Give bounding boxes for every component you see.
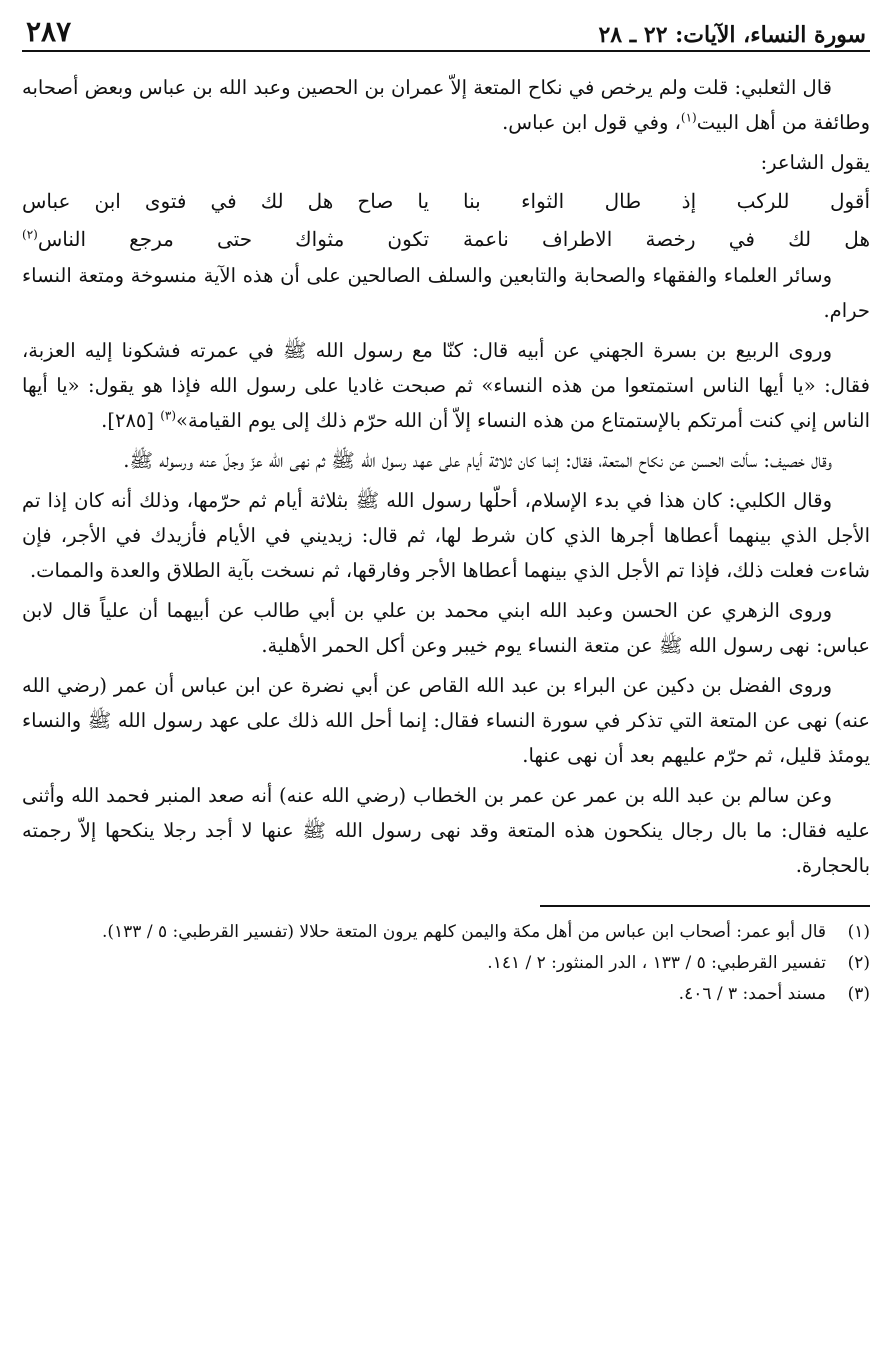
footnote-text: تفسير القرطبي: ٥ / ١٣٣ ، الدر المنثور: ٢ / ١٤١. — [487, 953, 826, 973]
paragraph-4: وقال خصيف: سألت الحسن عن نكاح المتعة، فقال: إنما كان ثلاثة أيام على عهد رسول الله ﷺ ثم نهى الله عزّ وجلّ عنه ورسوله ﷺ. — [123, 449, 832, 472]
footnote-ref-3: (٣) — [160, 408, 177, 423]
paragraph-1: قال الثعلبي: قلت ولم يرخص في نكاح المتعة إلاّ عمران بن الحصين وعبد الله بن عباس وبعض أصحابه وطائفة من أهل البيت$^{(١)}$، وفي قول ابن عباس. — [22, 76, 870, 134]
paragraph-8: وعن سالم بن عبد الله بن عمر عن عمر بن الخطاب (رضي الله عنه) أنه صعد المنبر فحمد الله وأثنى عليه فقال: ما بال رجال ينكحون هذه المتعة وقد نهى رسول الله ﷺ عنها لا أجد رجلا ينكحها إلاّ رجمته بالحجارة. — [22, 784, 870, 877]
paragraph-5: وقال الكلبي: كان هذا في بدء الإسلام، أحلّها رسول الله ﷺ بثلاثة أيام ثم حرّمها، وذلك أنه كان إذا تم الأجل الذي بينهما أعطاها أجرها الذي كان شرط لها، ثم قال: زيديني في الأيام فأزيدك في الأجر، فإن شاءت فعلت ذلك، فإذا تم الأجل الذي بينهما أعطاها الأجر وفارقها، ثم نسخت بآية الطلاق والعدة والممات. — [22, 489, 870, 582]
footnote-number: (٢) — [847, 953, 870, 973]
hemistich-right: هل لك في رخصة الاطراف ناعمة — [462, 227, 870, 251]
footnote-ref-1: (١) — [680, 110, 697, 125]
book-page — [22, 8, 870, 1010]
footnote-separator — [540, 905, 870, 907]
paragraph-2: وسائر العلماء والفقهاء والصحابة والتابعين والسلف الصالحين على أن هذه الآية منسوخة ومتعة النساء حرام. — [22, 264, 870, 322]
footnotes — [22, 917, 870, 1010]
paragraph-7: وروى الفضل بن دكين عن البراء بن عبد الله القاص عن أبي نضرة عن ابن عباس أن عمر (رضي الله عنه) نهى عن المتعة التي تذكر في سورة النساء فقال: إنما أحل الله ذلك على عهد رسول الله ﷺ والنساء يومئذ قليل، ثم حرّم عليهم بعد أن نهى عنها. — [22, 674, 870, 767]
hemistich-left: تكون مثواك حتى مرجع الناس$^{(٢)}$ — [22, 227, 430, 251]
page-header — [22, 8, 870, 52]
footnote-number: (١) — [847, 922, 870, 942]
footnote-1 — [22, 917, 870, 948]
verse-1 — [22, 182, 870, 220]
poet-intro: يقول الشاعر: — [760, 151, 870, 174]
footnote-text: قال أبو عمر: أصحاب ابن عباس من أهل مكة واليمن كلهم يرون المتعة حلالا (تفسير القرطبي: ٥ / ١٣٣). — [102, 922, 826, 942]
hemistich-left: يا صاح هل لك في فتوى ابن عباس — [22, 189, 430, 213]
footnote-number: (٣) — [847, 984, 870, 1004]
paragraph-3: وروى الربيع بن بسرة الجهني عن أبيه قال: كنّا مع رسول الله ﷺ في عمرته فشكونا إليه العزبة، فقال: «يا أيها الناس استمتعوا من هذه النساء» ثم صبحت غاديا على رسول الله فإذا هو يقول: «يا أيها الناس إني كنت أمرتكم بالإستمتاع من هذه النساء إلاّ أن الله حرّم ذلك إلى يوم القيامة»$^{(٣)}$ [٢٨٥]. — [22, 339, 870, 432]
footnote-3 — [22, 979, 870, 1010]
page-number: ٢٨٧ — [26, 15, 72, 48]
paragraph-6: وروى الزهري عن الحسن وعبد الله ابني محمد بن علي بن أبي طالب عن أبيهما أن علياً قال لابن عباس: نهى رسول الله ﷺ عن متعة النساء يوم خيبر وعن أكل الحمر الأهلية. — [22, 599, 870, 657]
footnote-2 — [22, 948, 870, 979]
hemistich-right: أقول للركب إذ طال الثواء بنا — [462, 189, 870, 213]
footnote-ref-2: (٢) — [22, 227, 38, 242]
running-title: سورة النساء، الآيات: ٢٢ ـ ٢٨ — [598, 22, 866, 48]
main-text — [22, 70, 870, 883]
verse-2 — [22, 220, 870, 258]
footnote-text: مسند أحمد: ٣ / ٤٠٦. — [678, 984, 826, 1004]
